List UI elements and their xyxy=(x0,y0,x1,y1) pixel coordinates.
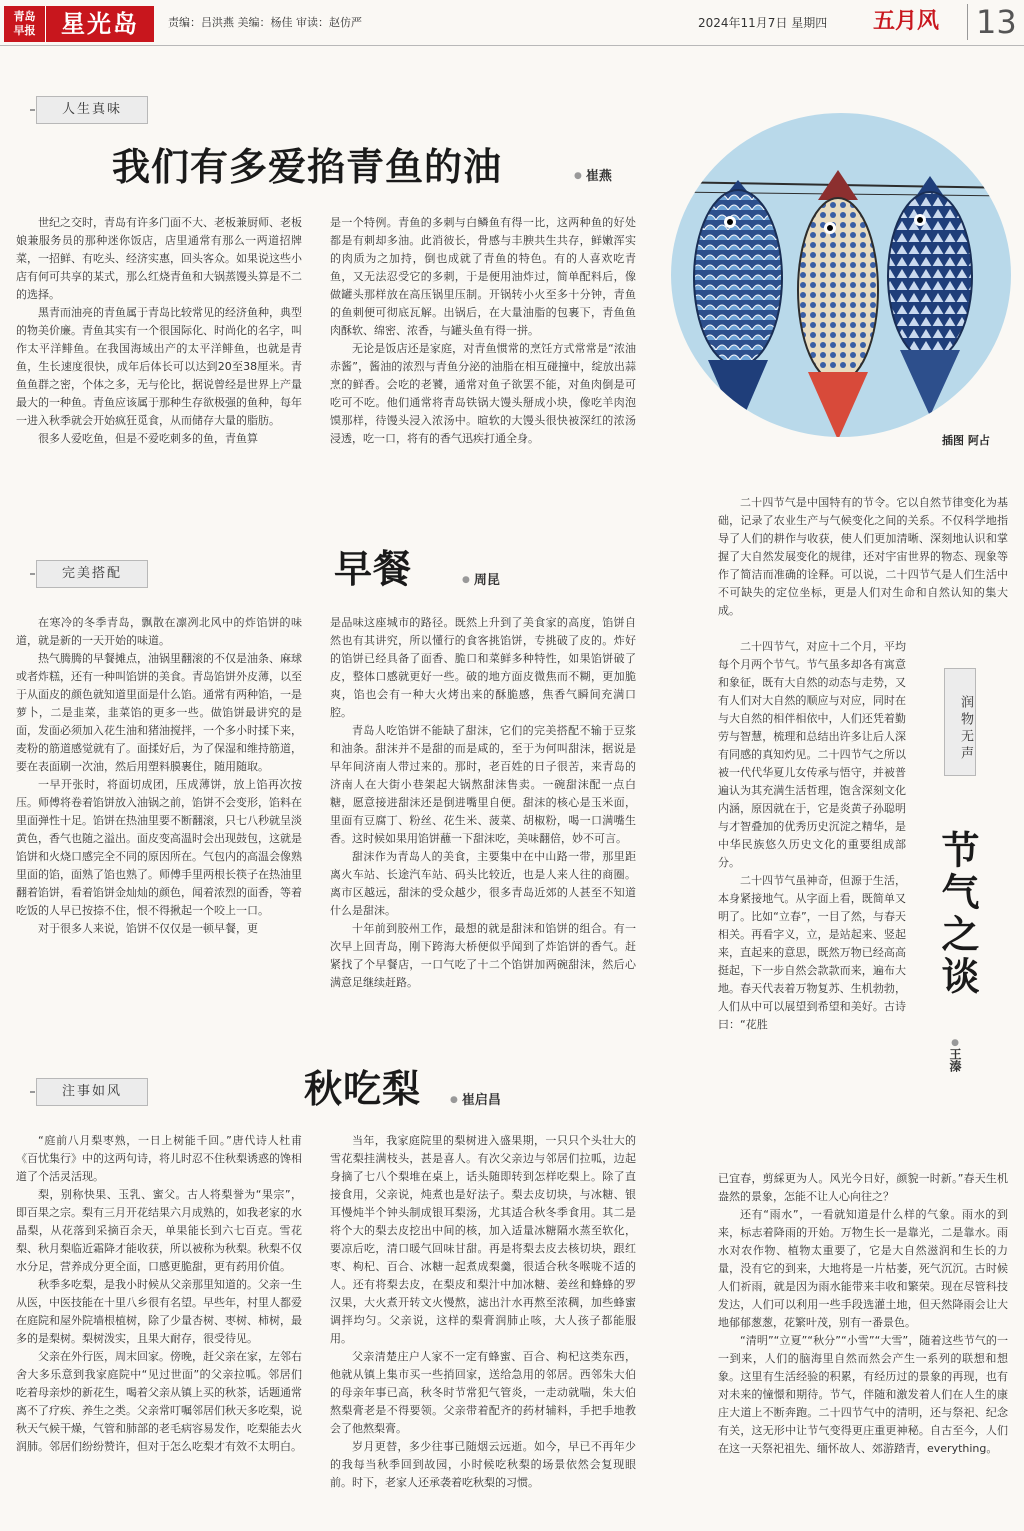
paragraph: 青岛人吃馅饼不能缺了甜沫，它们的完美搭配不输于豆浆和油条。甜沫并不是甜的而是咸的，至于为何叫甜沫，据说是早年间济南人带过来的。那时，老百姓的日子很苦，来青岛的济南人在大街小巷架起大锅熬甜沫售卖。一碗甜沫配一点白糖，愿意接进甜沫还是倒进嘴里自便。甜沫的核心是玉米面，里面有豆腐丁、粉丝、花生米、菠菜、胡椒粉，喝一口满嘴生香。这时候如果用馅饼蘸一下甜沫吃，美味翻倍，妙不可言。 xyxy=(330,724,636,845)
paragraph: 黑青而油亮的青鱼属于青岛比较常见的经济鱼种，典型的物美价廉。青鱼其实有一个很国际化、时尚化的名字，叫作太平洋鲱鱼。在我国海域出产的太平洋鲱鱼，也就是青鱼，生长速度很快，成年后体长可以达到20至38厘米。青鱼鱼群之密，个体之多，无与伦比，据说曾经是世界上产量最大的一种鱼。青鱼应该属于那种生存欲极强的鱼种，每年一进入秋季就会开始疯狂觅食，从而储存大量的脂肪。 xyxy=(16,306,302,427)
paragraph: 当年，我家庭院里的梨树进入盛果期，一只只个头壮大的雪花梨挂满枝头，甚是喜人。有次父亲边与邻居们拉呱，边起身摘了七八个梨堆在桌上，话头随即转到怎样吃梨上。除了直接食用，父亲说，炖煮也是好法子。梨去皮切块，与冰糖、银耳慢炖半个钟头制成银耳梨汤，尤其适合秋冬季食用。其二是将个大的梨去皮挖出中间的核，加入适量冰糖隔水蒸至软化，要凉后吃，清口暖气回味甘甜。再是将梨去皮去核切块，跟红枣、枸杞、百合、冰糖一起煮成梨羹，很适合秋冬喉咙不适的人。还有将梨去皮，在梨皮和梨汁中加冰糖、姜丝和蜂蜂的罗汉果，大火煮开转文火慢熬，滤出汁水再熬至浓稠，加些蜂蜜调拌均匀。父亲说，这样的梨膏润肺止咳，大人孩子都能服用。 xyxy=(330,1134,636,1345)
article2-title: 早餐 xyxy=(334,547,413,591)
paragraph: 在寒冷的冬季青岛，飘散在凛冽北风中的炸馅饼的味道，就是新的一天开始的味道。 xyxy=(16,616,302,647)
article2-col2 xyxy=(330,614,636,1004)
paragraph: 是一个特例。青鱼的多刺与白鳞鱼有得一比，这两种鱼的好处都是有刺却多油。此消彼长，骨感与丰腴共生共存，鲜嫩浑实的肉质为之加持，倒也成就了青鱼的特色。有的人喜欢吃青鱼，又无法忍受它的多刺，于是便用油炸过，简单配料后，像做罐头那样放在高压锅里压制。开锅转小火至多十分钟，青鱼的鱼刺便可彻底瓦解。出锅后，在大量油脂的包裹下，青鱼鱼肉酥软、绵密、浓香，与罐头鱼有得一拼。 xyxy=(330,216,636,337)
page-number: 13 xyxy=(967,4,1017,40)
paragraph: 是品味这座城市的路径。既然上升到了美食家的高度，馅饼自然也有其讲究，所以懂行的食客挑馅饼，专挑破了皮的。炸好的馅饼已经具备了面香、脆口和菜鲜多种特性，如果馅饼破了皮，整体口感就更好一些。破的地方面皮微焦而不糊，更加脆爽，馅也会有一种大火烤出来的酥脆感，焦香气瞬间充满口腔。 xyxy=(330,616,636,719)
article3-title: 秋吃梨 xyxy=(304,1067,422,1111)
paragraph: “清明”“立夏”“秋分”“小雪”“大雪”，随着这些节气的一一到来，人们的脑海里自然而然会产生一系列的联想和想象。这里有生活经验的积累，有经历过的景象的再现，也有对未来的憧憬和期待。节气，伴随和激发着人们在人生的康庄大道上不断奔跑。二十四节气中的清明，还与祭祀、纪念有关，这无形中让节气变得更庄重更神秘。自古至今，人们在这一天祭祀祖先、缅怀故人、郊游踏青，everything。 xyxy=(718,1334,1008,1455)
editors-line: 责编：吕洪燕 美编：杨佳 审读：赵仿严 xyxy=(168,16,362,29)
article3-col1 xyxy=(16,1132,302,1524)
article4-col-mid xyxy=(718,638,906,1168)
article2-author: ● 周昆 xyxy=(462,572,500,589)
paragraph: 甜沫作为青岛人的美食，主要集中在中山路一带，那里距离火车站、长途汽车站、码头比较近，也是人来人往的商圈。离市区越远，甜沫的受众越少，很多青岛近郊的人甚至不知道什么是甜沫。 xyxy=(330,850,636,917)
paragraph: 秋季多吃梨，是我小时候从父亲那里知道的。父亲一生从医，中医技能在十里八乡很有名望。早些年，村里人都爱在庭院和屋外院墙根植树，除了少量杏树、枣树、柿树，最多的是梨树。梨树泼实，且果大耐存，很受待见。 xyxy=(16,1278,302,1345)
article4-author: ● 王溱 xyxy=(946,1038,964,1072)
column-tag-2: 完美搭配 xyxy=(36,560,148,588)
column-tag-1: 人生真味 xyxy=(36,96,148,124)
issue-date: 2024年11月7日 星期四 xyxy=(698,16,828,30)
article3-author: ● 崔启昌 xyxy=(450,1092,501,1109)
section-name: 五月风 xyxy=(873,9,940,34)
column-tag-3: 注事如风 xyxy=(36,1078,148,1106)
logo-small-line1: 青岛 xyxy=(13,10,36,23)
fish-illustration xyxy=(668,110,1014,440)
paragraph: 还有“雨水”，一看就知道是什么样的气象。雨水的到来，标志着降雨的开始。万物生长一是靠光，二是靠水。雨水对农作物、植物太重要了，它是大自然滋润和生长的力量，没有它的到来，大地将是一片枯萎，死气沉沉。古时候人们祈雨，就是因为雨水能带来丰收和繁荣。现在尽管科技发达，人们可以利用一些手段选灌土地，但天然降雨会让大地郁郁葱葱，花繁叶茂，别有一番景色。 xyxy=(718,1208,1008,1329)
article4-col-top xyxy=(718,494,1008,636)
article1-title: 我们有多爱掐青鱼的油 xyxy=(112,145,503,189)
illustration-credit: 插图 阿占 xyxy=(942,434,990,447)
paragraph: 二十四节气是中国特有的节令。它以自然节律变化为基础，记录了农业生产与气候变化之间的关系。不仅科学地指导了人们的耕作与收获，使人们更加清晰、深刻地认识和掌握了大自然发展变化的规律，还对宇宙世界的物态、现象等作了简洁而准确的诠释。可以说，二十四节气是人们生活中不可缺失的定位坐标，更是人们对生命和自然认知的集大成。 xyxy=(718,496,1008,617)
paragraph: 世纪之交时，青岛有许多门面不大、老板兼厨师、老板娘兼服务员的那种迷你饭店，店里通常有那么一两道招牌菜，一招鲜、有吃头、经济实惠，回头客众。如果说这些小店有何可共享的某式，那么红烧青鱼和大锅蒸馒头算是不二的选择。 xyxy=(16,216,302,301)
logo-small-line2: 早报 xyxy=(13,24,36,37)
paragraph: 梨，别称快果、玉乳、蜜父。古人将梨誉为“果宗”，即百果之宗。梨有三月开花结果六月成熟的，如我老家的水晶梨，从花落到采摘百余天，单果能长到六七百克。雪花梨、秋月梨临近霜降才能收获，所以被称为秋梨。秋梨不仅水分足，营养成分更全面，口感更脆甜，更有药用价值。 xyxy=(16,1188,302,1273)
paragraph: 热气腾腾的早餐摊点，油锅里翻滚的不仅是油条、麻球或者炸糕，还有一种叫馅饼的美食。青岛馅饼外皮薄，以至于从面皮的颜色就知道里面是什么馅。通常有两种馅，一是萝卜，二是韭菜，韭菜馅的更多一些。做馅饼最讲究的是面，发面必须加入花生油和猪油搅拌，一个多小时揉下来，麦粉的筋道感觉就有了。面揉好后，为了保湿和维持筋道，要在表面刷一次油，然后用塑料膜裹住，随用随取。 xyxy=(16,652,302,773)
page-header xyxy=(0,0,1024,46)
article4-title: 节气之谈 xyxy=(935,830,979,998)
logo-main: 星光岛 xyxy=(61,9,139,38)
paragraph: 父亲清楚庄户人家不一定有蜂蜜、百合、枸杞这类东西，他就从镇上集市买一些捎回家，送给急用的邻居。西邻朱大伯的母亲年事已高，秋冬时节常犯气管炎，一走动就喘，朱大伯熬梨膏老是不得要领。父亲带着配齐的药材辅料，手把手地教会了他熬梨膏。 xyxy=(330,1350,636,1435)
logo-small xyxy=(4,6,46,42)
article1-col2 xyxy=(330,214,636,476)
paragraph: 对于很多人来说，馅饼不仅仅是一顿早餐，更 xyxy=(38,922,258,935)
newspaper-logo xyxy=(4,6,154,42)
paragraph: 很多人爱吃鱼，但是不爱吃刺多的鱼，青鱼算 xyxy=(38,432,258,445)
paragraph: “庭前八月梨枣熟，一日上树能千回。”唐代诗人杜甫《百忧集行》中的这两句诗，将儿时忍不住秋梨诱惑的馋相道了个活灵活现。 xyxy=(16,1134,302,1183)
paragraph: 十年前到胶州工作，最想的就是甜沫和馅饼的组合。有一次早上回青岛，刚下跨海大桥便似乎闻到了炸馅饼的香气。赶紧找了个早餐店，一口气吃了十二个馅饼加两碗甜沫，然后心满意足继续赶路。 xyxy=(330,922,636,989)
paragraph: 一早开张时，将面切成团，压成薄饼，放上馅再次按压。师傅将卷着馅饼放入油锅之前，馅饼不会变形，馅料在里面弹性十足。馅饼在热油里要不断翻滚，只七八秒就呈淡黄色，香气也随之溢出。面皮变高温时会出现鼓包，这就是馅饼和火烧口感完全不同的原因所在。气包内的高温会像熟里面的馅，面熟了馅也熟了。师傅手里两根长筷子在热油里翻着馅饼，看着馅饼金灿灿的颜色，闻着浓烈的面香，等着吃饭的人早已按捺不住，恨不得揪起一个咬上一口。 xyxy=(16,778,302,917)
article1-author: ● 崔燕 xyxy=(574,168,612,185)
article1-col1 xyxy=(16,214,302,476)
paragraph: 已宜春，剪綵更为人。风光今日好，颜貌一时新。”春天生机盎然的景象，怎能不让人心向往之？ xyxy=(718,1172,1008,1203)
paragraph: 无论是饭店还是家庭，对青鱼惯常的烹饪方式常常是“浓油赤酱”，酱油的浓烈与青鱼分泌的油脂在相互碰撞中，绽放出蒜烹的鲜香。会吃的老饕，通常对鱼子欲罢不能，对鱼肉倒是可吃可不吃。他们通常将青岛铁锅大馒头掰成小块，像吃羊肉泡馍那样，待馒头浸入浓汤中。暄软的大馒头很快被深红的浓汤浸透，吃一口，将有的香气迅疾打通全身。 xyxy=(330,342,636,445)
article2-col1 xyxy=(16,614,302,1004)
article3-col2 xyxy=(330,1132,636,1524)
paragraph: 二十四节气虽神奇，但源于生活，本身紧接地气。从字面上看，既简单又明了。比如“立春”，一目了然，与春天相关。再看字义，立，是站起来、竖起来，直起来的意思，既然万物已经高高挺起，下一步自然会款款而来，遍布大地。春天代表着万物复苏、生机勃勃，人们从中可以展望到希望和美好。古诗曰：“花胜 xyxy=(718,874,906,1031)
paragraph: 岁月更替，多少往事已随烟云远逝。如今，早已不再年少的我每当秋季回到故园，小时候吃秋梨的场景依然会复现眼前。时下，老家人还承袭着吃秋梨的习惯。 xyxy=(330,1440,636,1489)
paragraph: 二十四节气，对应十二个月，平均每个月两个节气。节气虽多却各有寓意和象征，既有大自然的动态与走势，又有人们对大自然的顺应与对应，同时在与大自然的相伴相依中，人们还凭着勤劳与智慧，梳理和总结出许多让后人深有同感的真知灼见。二十四节气之所以被一代代华夏儿女传承与悟守，并被普遍认为其充满生活哲理，饱含深刻文化内涵，原因就在于，它是炎黄子孙聪明与才智叠加的优秀历史沉淀之精华，是中华民族悠久历史文化的重要组成部分。 xyxy=(718,640,906,869)
paragraph: 父亲在外行医，周末回家。傍晚，赶父亲在家，左邻右舍大多乐意到我家庭院中“见过世面”的父亲拉呱。邻居们吃着母亲炒的新花生，喝着父亲从镇上买的秋茶，话题通常离不了疗疾、养生之类。父亲常叮嘱邻居们秋天多吃梨，说秋天气候干燥，气管和肺部的老毛病容易发作，吃梨能去火润肺。邻居们纷纷赞许，但对于怎么吃梨才有效不太明白。 xyxy=(16,1350,302,1453)
article4-col-bottom xyxy=(718,1170,1008,1522)
column-tag-4: 润物无声 xyxy=(944,668,976,776)
